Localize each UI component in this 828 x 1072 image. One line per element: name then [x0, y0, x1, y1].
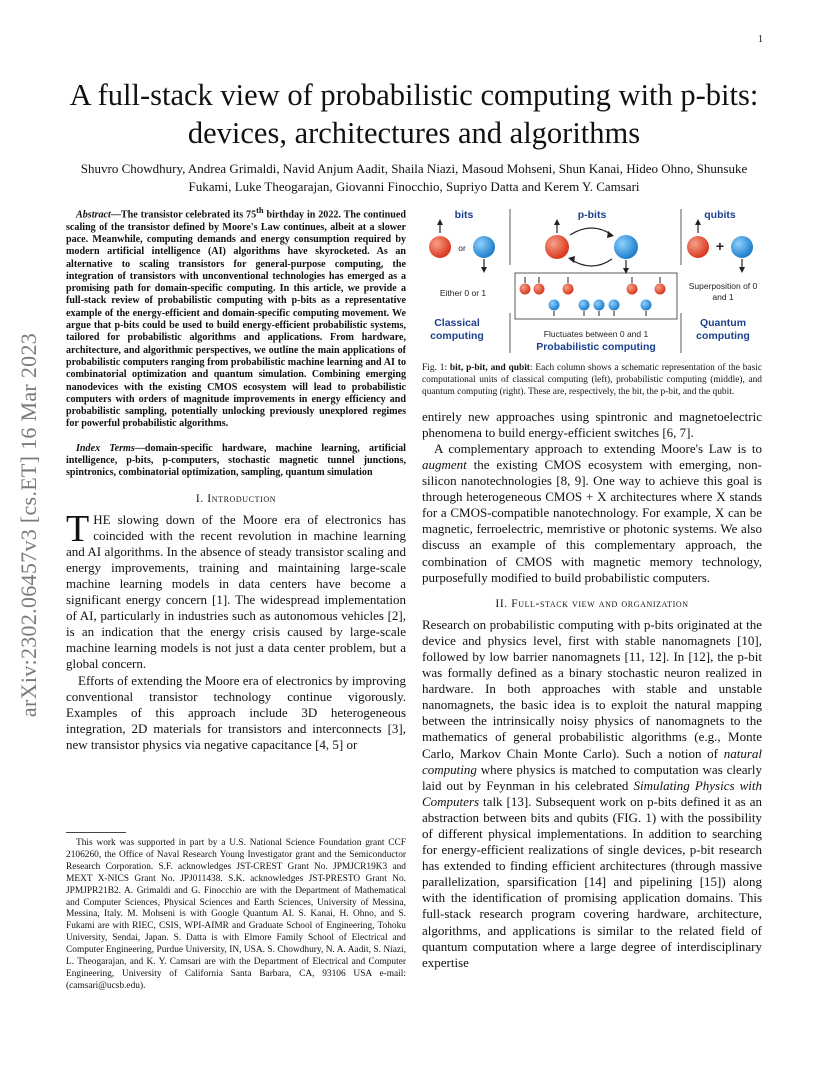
citation-link[interactable]: [15]	[699, 874, 722, 890]
citation-link[interactable]: [13]	[506, 793, 529, 809]
figure-1-caption	[422, 363, 762, 399]
abstract-text-pre: —The transistor celebrated its 75	[110, 209, 257, 221]
right-p2-j: ) along with the identification of promising application domains. This full-stack research program covering hardware, architecture, algorithms, and applications is similar to the related field of quantum computation where a large degree of interdisciplinary expertise	[422, 874, 762, 970]
bit-down-icon	[473, 236, 495, 273]
citation-link[interactable]: [4, 5]	[315, 736, 344, 752]
abstract	[66, 205, 406, 431]
pbit-trace-up-icons	[520, 277, 666, 295]
intro-paragraph-1	[66, 507, 406, 673]
caption-text: : Each column shows a schematic representation of the basic computational units of classical computing (left), probabilistic computing (middle), and quantum computing (right). These are, respectively, the bit, the p-bit, and the qubit.	[422, 363, 762, 397]
intro-p2-mid: , new transistor physics via negative capacitance	[66, 720, 406, 752]
abstract-label: Abstract	[76, 209, 111, 221]
intro-p2-tail: or	[343, 736, 358, 752]
right-p1-a: A complementary approach to extending Moore's Law is to	[434, 440, 762, 456]
caption-prefix: Fig. 1:	[422, 363, 450, 373]
section-heading-introduction: I. Introduction	[195, 492, 277, 505]
right-p0-lead: entirely new approaches using spintronic and magnetoelectric phenomena to build energy-efficient switches	[422, 408, 762, 440]
citation-link[interactable]: [14]	[584, 874, 607, 890]
fig-or-label: or	[458, 243, 466, 253]
right-p2-e: where physics is matched to computation was clearly laid out by Feynman in his celebrated	[422, 761, 762, 793]
pbit-up-icon	[545, 219, 569, 259]
fig-label-qubits: qubits	[704, 209, 736, 221]
right-p2-i: and pipelining	[606, 874, 700, 890]
funding-footnote: This work was supported in part by a U.S. National Science Foundation grant CCF 2106260, the Office of Naval Research Young Investigator grant and the Semiconductor Research Corporation. S.F. acknowledges JST-CREST Grant No. JPMJCR19K3 and MEXT X-NICS Grant No. JPJ011438. S.K. acknowledges JST-PRESTO Grant No. JPMJPR21B2. A. Grimaldi and G. Finocchio are with the Department of Mathematical and Computer Sciences, Physical Sciences and Earth Sciences, University of Messina, Messina, Italy. M. Mohseni is with Google Quantum AI. S. Kanai, H. Ohno, and S. Fukami are with RIEC, CSIS, WPI-AIMR and Graduate School of Engineering, Tohoku University, Sendai, Japan. S. Datta is with Elmore Family School of Electrical and Computer Engineering, Purdue University, IN, USA. S. Chowdhury, N. A. Aadit, S. Niazi, L. Theogarajan, and K. Y. Camsari are with the Department of Electrical and Computer Engineering, University of California Santa Barbara, CA, 93106 USA e-mail: (camsari@ucsb.edu).	[66, 838, 406, 991]
right-column	[422, 205, 762, 971]
citation-link[interactable]: [11, 12]	[624, 648, 667, 664]
citation-link[interactable]: [2]	[387, 608, 403, 624]
right-p2-d: , the p-bit was formally defined as a binary stochastic neuron realized in hardware. In both approaches with stable and unstable nanomagnets, the basic idea is to exploit the natural mapping between the intrinsically noisy physics of nanomagnets to the mathematics of general probabilistic algorithms (e.g., Monte Carlo, Markov Chain Monte Carlo). Such a notion of	[422, 648, 762, 761]
citation-link[interactable]: [10]	[737, 632, 759, 648]
fluctuation-arrow-bottom	[570, 259, 612, 266]
fig-quantum-label: Quantum computing	[696, 317, 750, 342]
right-p1-italic: augment	[422, 457, 467, 472]
fig-label-pbits: p-bits	[577, 209, 607, 221]
intro-p2-lead: Efforts of extending the Moore era of electronics by improving conventional transistor technology continue vigorously. Examples of this approach include 3D heterogeneous integration, 2D materials for transistors and interconnects	[66, 672, 406, 736]
abstract-text-post: birthday in 2022. The continued scaling of the transistor defined by Moore's Law continues, albeit at a slower pace. Meanwhile, computing demands and energy consumption required by modern artificial intelligence (AI) algorithms have skyrocketed. As an alternative to scaling transistors for general-purpose computing, the integration of transistors with unconventional technologies has emerged as a promising path for domain-specific computing. In this article, we provide a full-stack review of probabilistic computing with p-bits as a representative example of the energy-efficient and domain-specific computing movement. We argue that p-bits could be used to build energy-efficient probabilistic systems, tailored for probabilistic algorithms and applications. From hardware, architecture, and algorithmic perspectives, we outline the main applications of probabilistic computers ranging from probabilistic machine learning and AI to combinatorial optimization and quantum simulation. Combining emerging nanodevices with the existing CMOS ecosystem will lead to probabilistic computers with orders of magnitude improvements in energy efficiency and probabilistic sampling, potentially unlocking previously unexplored regimes for powerful probabilistic algorithms.	[66, 209, 406, 430]
fluctuation-arrow-top	[570, 228, 612, 235]
figure-1	[422, 205, 762, 355]
right-p2-italic1: natural computing	[422, 745, 762, 777]
citation-link[interactable]: [6, 7]	[662, 424, 691, 440]
right-p1-c: . One way to achieve this goal is through heterogeneous CMOS + X architectures where X stands for a CMOS-compatible nanotechnology. For example, X can be magnetic, ferroelectric, memristive or photonic systems. We also discuss an example of this complementary approach, the combination of CMOS with magnetic memory technology, purposefully modified to build probabilistic computers.	[422, 473, 762, 585]
caption-bold: bit, p-bit, and qubit	[449, 363, 530, 373]
bit-up-icon	[429, 219, 451, 258]
citation-link[interactable]: [12]	[688, 648, 711, 664]
right-p0-tail: .	[690, 424, 694, 440]
right-p1-b: the existing CMOS ecosystem with emerging, non-silicon nanotechnologies	[422, 457, 762, 489]
arxiv-stamp	[14, 290, 44, 760]
fig-superposition-label: Superposition of 0 and 1	[688, 281, 758, 302]
arxiv-stamp-text: arXiv:2302.06457v3 [cs.ET] 16 Mar 2023	[16, 332, 41, 718]
figure-link[interactable]: 1	[645, 809, 652, 825]
index-terms-text: —domain-specific hardware, machine learning, artificial intelligence, p-bits, p-computers, stochastic magnetic tunnel junctions, spintronics, combinatorial optimization, sampling, quantum simulation	[66, 442, 406, 479]
citation-link[interactable]: [8, 9]	[556, 473, 586, 489]
dropcap: T	[66, 507, 90, 550]
paper-title: A full-stack view of probabilistic computing with p-bits: devices, architectures and algorithms	[69, 78, 759, 150]
left-column	[66, 205, 406, 753]
intro-p1-mid: . The widespread implementation of AI, particularly in industries such as autonomous vehicles	[66, 592, 406, 624]
fig-probabilistic-label: Probabilistic computing	[536, 341, 656, 353]
pbit-trace-down-icons	[549, 300, 652, 317]
right-p2-g: . Subsequent work on p-bits defined it as an abstraction between bits and qubits (FIG.	[422, 793, 762, 825]
qubit-down-icon	[731, 236, 753, 273]
index-terms-label: Index Terms	[76, 442, 135, 454]
qubit-up-icon	[687, 219, 709, 258]
fig-either-label: Either 0 or 1	[439, 288, 487, 298]
abstract-sup: th	[256, 206, 264, 215]
intro-paragraph-2	[66, 673, 406, 753]
pbit-down-icon	[614, 235, 638, 274]
right-p2-h: ) with the possibility of different physical implementations. In addition to searching for energy-efficient realizations of single devices, p-bit research has extended to finding efficient architectures (through massive parallelization, sparsification	[422, 809, 763, 890]
right-paragraph-1	[422, 441, 762, 586]
index-terms	[66, 443, 406, 480]
section-heading-full-stack: II. Full-stack view and organization	[495, 597, 689, 610]
right-paragraph-0	[422, 409, 762, 441]
citation-link[interactable]: [1]	[211, 592, 228, 608]
fig-plus-label: +	[715, 238, 725, 254]
citation-link[interactable]: [3]	[387, 720, 403, 736]
intro-p1-lead: HE slowing down of the Moore era of electronics has coincided with the recent revolution in machine learning and AI algorithms. In the absence of steady transistor scaling and energy improvements, training and maintaining large-scale machine learning models in data centers have become a significant energy concern	[66, 511, 406, 608]
right-p2-a: Research on probabilistic computing with p-bits originated at the device and physics level, first with stable nanomagnets	[422, 616, 762, 648]
author-list: Shuvro Chowdhury, Andrea Grimaldi, Navid Anjum Aadit, Shaila Niazi, Masoud Mohseni, Shun Kanai, Hideo Ohno, Shunsuke Fukami, Luke Theogarajan, Giovanni Finocchio, Supriyo Datta and Kerem Y. Camsari	[80, 161, 748, 194]
right-p2-c: . In	[666, 648, 689, 664]
fig-fluctuates-label: Fluctuates between 0 and 1	[543, 329, 649, 339]
page-number: 1	[758, 34, 763, 45]
right-p2-b: , followed by low barrier nanomagnets	[422, 632, 762, 664]
right-p2-italic2: Simulating Physics with Computers	[422, 777, 762, 809]
footnote-rule	[66, 832, 126, 833]
fig-label-bits: bits	[454, 209, 474, 221]
right-paragraph-2	[422, 617, 762, 971]
right-p2-f: talk	[479, 793, 507, 809]
intro-p1-tail: , is an indication that the energy crisis caused by large-scale machine learning models is not just a data center problem, but a global concern.	[66, 608, 406, 672]
fig-classical-label: Classical computing	[430, 317, 484, 342]
